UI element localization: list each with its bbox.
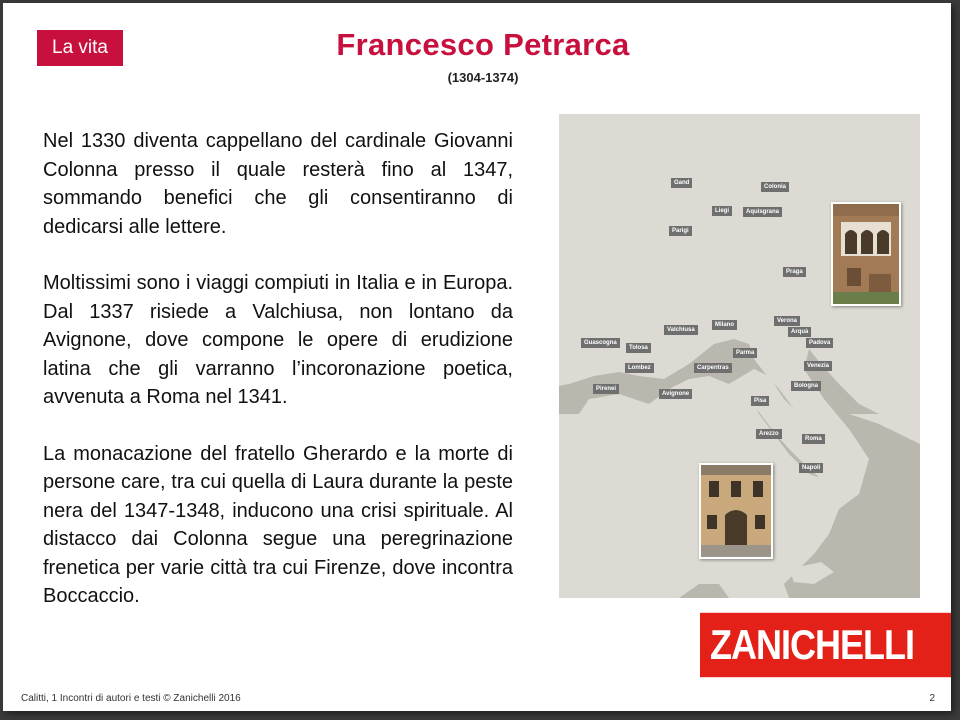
city-label: Liegi (712, 206, 732, 216)
footer-credit: Calitti, 1 Incontri di autori e testi © Zanichelli 2016 (21, 693, 241, 704)
city-label: Roma (802, 434, 825, 444)
body-text (43, 127, 513, 639)
city-label: Bologna (791, 381, 821, 391)
city-label: Verona (774, 316, 800, 326)
city-label: Tolosa (626, 343, 651, 353)
house-photo-arqua (831, 202, 901, 306)
city-label: Padova (806, 338, 833, 348)
city-label: Arezzo (756, 429, 782, 439)
city-label: Pisa (751, 396, 769, 406)
slide-subtitle: (1304-1374) (447, 70, 519, 85)
city-label: Parigi (669, 226, 692, 236)
paragraph-2: Moltissimi sono i viaggi compiuti in Italia e in Europa. Dal 1337 risiede a Valchiusa, non lontano da Avignone, dove compone le opere di erudizione latina che gli varranno l’incoronazione poetica, avvenuta a Roma nel 1341. (43, 272, 513, 408)
city-label: Carpentras (694, 363, 732, 373)
city-label: Arquà (788, 327, 811, 337)
city-label: Lombez (625, 363, 654, 373)
city-label: Aquisgrana (743, 207, 782, 217)
city-label: Gand (671, 178, 692, 188)
city-label: Napoli (799, 463, 823, 473)
slide-title: Francesco Petrarca (336, 27, 630, 62)
city-label: Parma (733, 348, 757, 358)
europe-map (559, 114, 920, 598)
house-photo-arezzo (699, 463, 773, 559)
slide (3, 3, 951, 711)
city-label: Venezia (804, 361, 832, 371)
page-number: 2 (929, 693, 935, 704)
zanichelli-logo: ZANICHELLI (700, 613, 951, 677)
city-label: Pirenei (593, 384, 619, 394)
city-label: Praga (783, 267, 806, 277)
city-label: Avignone (659, 389, 692, 399)
city-label: Colonia (761, 182, 789, 192)
city-label: Guascogna (581, 338, 620, 348)
paragraph-3: La monacazione del fratello Gherardo e la morte di persone care, tra cui quella di Laura durante la peste nera del 1347-1348, inducono una crisi spirituale. Al distacco dai Colonna segue una peregrinazione frenetica per varie città tra cui Firenze, dove incontra Boccaccio. (43, 442, 513, 607)
city-label: Valchiusa (664, 325, 698, 335)
paragraph-1: Nel 1330 diventa cappellano del cardinale Giovanni Colonna presso il quale resterà fino al 1347, sommando benefici che gli consentiranno di dedicarsi alle lettere. (43, 130, 513, 238)
section-tag: La vita (37, 30, 123, 66)
city-label: Milano (712, 320, 737, 330)
